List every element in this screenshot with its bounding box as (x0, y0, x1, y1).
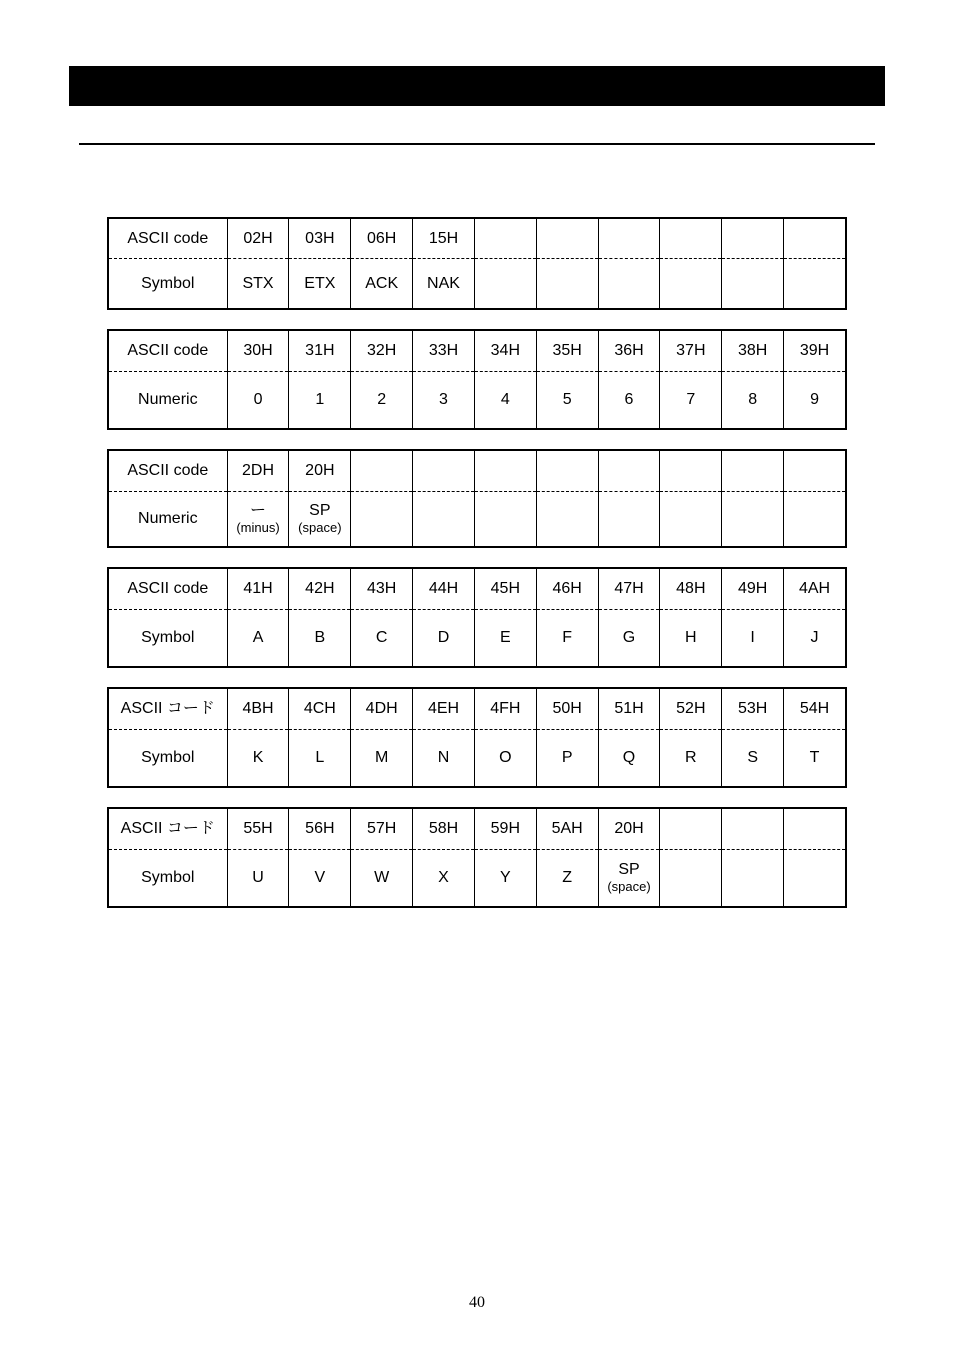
value-main: ETX (304, 274, 336, 292)
value-cell (227, 492, 289, 548)
code-cell: 58H (413, 808, 475, 850)
value-label: Symbol (108, 730, 227, 788)
value-cell (227, 259, 289, 310)
code-cell (413, 450, 475, 492)
code-cell: 4FH (474, 688, 536, 730)
code-cell (474, 218, 536, 259)
value-main: ー (250, 502, 267, 519)
code-cell (660, 218, 722, 259)
value-main: W (374, 869, 390, 886)
value-row (108, 259, 846, 310)
value-cell (784, 259, 846, 310)
code-cell (722, 808, 784, 850)
code-cell: 20H (598, 808, 660, 850)
value-main: 1 (315, 391, 325, 408)
code-cell: 45H (474, 568, 536, 610)
value-cell (474, 372, 536, 430)
code-cell: 44H (413, 568, 475, 610)
value-main: H (685, 629, 697, 646)
value-cell (722, 610, 784, 668)
value-cell (660, 259, 722, 310)
code-row (108, 450, 846, 492)
code-cell: 06H (351, 218, 413, 259)
value-main: 2 (377, 391, 387, 408)
value-main: Z (562, 869, 573, 886)
ascii-table (107, 217, 847, 310)
code-cell: 39H (784, 330, 846, 372)
code-cell (722, 218, 784, 259)
value-label: Symbol (108, 850, 227, 908)
code-cell: 43H (351, 568, 413, 610)
code-cell: 55H (227, 808, 289, 850)
code-cell: 48H (660, 568, 722, 610)
value-cell (722, 492, 784, 548)
ascii-table (107, 449, 847, 548)
value-cell (598, 259, 660, 310)
value-cell (413, 850, 475, 908)
value-main: S (747, 749, 758, 766)
value-main: STX (242, 274, 274, 292)
value-cell (784, 850, 846, 908)
value-main: Q (622, 749, 636, 766)
value-cell (722, 259, 784, 310)
code-row (108, 218, 846, 259)
value-cell (598, 730, 660, 788)
code-label: ASCII code (108, 330, 227, 372)
value-main: 8 (748, 391, 758, 408)
value-main: C (375, 629, 388, 646)
value-main: Y (500, 869, 511, 886)
value-main: L (315, 749, 325, 766)
value-cell (474, 492, 536, 548)
value-cell (536, 259, 598, 310)
value-cell (722, 730, 784, 788)
code-cell: 41H (227, 568, 289, 610)
code-cell (784, 218, 846, 259)
value-main: 3 (439, 391, 448, 408)
value-cell (227, 850, 289, 908)
value-main: U (252, 869, 264, 886)
value-main: NAK (427, 274, 460, 292)
ascii-table (107, 329, 847, 430)
value-main: K (252, 749, 264, 766)
value-label: Numeric (108, 492, 227, 548)
value-cell (351, 850, 413, 908)
value-sub: (space) (607, 879, 651, 894)
value-main: T (809, 749, 820, 766)
value-cell (660, 492, 722, 548)
value-cell (413, 259, 475, 310)
code-cell: 32H (351, 330, 413, 372)
code-cell: 03H (289, 218, 351, 259)
code-cell (784, 808, 846, 850)
value-cell (289, 372, 351, 430)
code-cell: 57H (351, 808, 413, 850)
code-row (108, 330, 846, 372)
value-cell (413, 730, 475, 788)
value-cell (536, 492, 598, 548)
code-cell (784, 450, 846, 492)
value-main: 0 (253, 391, 263, 408)
value-cell (351, 730, 413, 788)
value-cell (351, 492, 413, 548)
value-cell (722, 850, 784, 908)
value-cell (660, 372, 722, 430)
value-main: O (499, 749, 512, 766)
code-cell (660, 450, 722, 492)
code-cell (536, 450, 598, 492)
value-main: 5 (562, 391, 572, 408)
code-cell: 53H (722, 688, 784, 730)
value-cell (474, 610, 536, 668)
code-cell (598, 218, 660, 259)
code-cell: 30H (227, 330, 289, 372)
value-cell (536, 730, 598, 788)
code-cell: 42H (289, 568, 351, 610)
code-cell: 15H (413, 218, 475, 259)
value-row (108, 610, 846, 668)
value-main: B (314, 629, 326, 646)
code-cell: 51H (598, 688, 660, 730)
value-cell (413, 492, 475, 548)
value-cell (536, 850, 598, 908)
value-cell (598, 850, 660, 908)
value-cell (351, 372, 413, 430)
value-cell (598, 492, 660, 548)
code-cell: 49H (722, 568, 784, 610)
code-cell: 4EH (413, 688, 475, 730)
header-bar (69, 66, 885, 106)
value-main: E (500, 629, 511, 646)
value-cell (660, 610, 722, 668)
code-cell: 56H (289, 808, 351, 850)
code-cell (660, 808, 722, 850)
value-cell (474, 730, 536, 788)
value-cell (413, 610, 475, 668)
value-main: V (314, 869, 326, 886)
code-cell: 4CH (289, 688, 351, 730)
value-main: 4 (500, 391, 510, 408)
value-cell (784, 610, 846, 668)
value-label: Symbol (108, 259, 227, 310)
code-cell (536, 218, 598, 259)
value-cell (351, 259, 413, 310)
value-row (108, 850, 846, 908)
value-cell (784, 730, 846, 788)
value-main: SP (618, 861, 640, 878)
ascii-table (107, 807, 847, 908)
code-cell: 52H (660, 688, 722, 730)
code-row (108, 688, 846, 730)
value-main: I (750, 629, 755, 646)
value-cell (598, 610, 660, 668)
value-cell (289, 492, 351, 548)
value-main: M (375, 749, 389, 766)
value-cell (289, 730, 351, 788)
code-cell: 2DH (227, 450, 289, 492)
value-main: F (562, 629, 573, 646)
code-cell: 54H (784, 688, 846, 730)
value-row (108, 372, 846, 430)
ascii-table (107, 567, 847, 668)
value-cell (536, 372, 598, 430)
value-cell (227, 610, 289, 668)
value-main: 7 (686, 391, 696, 408)
value-cell (227, 730, 289, 788)
code-row (108, 808, 846, 850)
value-cell (289, 610, 351, 668)
value-cell (413, 372, 475, 430)
value-main: J (810, 629, 819, 646)
value-main: G (622, 629, 636, 646)
code-label: ASCII コード (108, 688, 227, 730)
code-cell (474, 450, 536, 492)
page-number: 40 (469, 1294, 485, 1311)
ascii-table (107, 687, 847, 788)
value-cell (351, 610, 413, 668)
code-label: ASCII code (108, 568, 227, 610)
value-main: N (437, 749, 450, 766)
code-cell: 36H (598, 330, 660, 372)
value-sub: (space) (298, 520, 342, 535)
value-main: P (561, 749, 573, 766)
code-cell: 4BH (227, 688, 289, 730)
code-cell: 20H (289, 450, 351, 492)
value-cell (536, 610, 598, 668)
value-sub: (minus) (236, 520, 280, 535)
value-main: SP (309, 502, 331, 519)
code-cell (351, 450, 413, 492)
value-cell (784, 372, 846, 430)
value-main: X (438, 869, 449, 886)
code-cell: 4DH (351, 688, 413, 730)
value-cell (722, 372, 784, 430)
section-rule (79, 143, 875, 145)
value-main: 6 (624, 391, 634, 408)
code-cell: 33H (413, 330, 475, 372)
code-label: ASCII コード (108, 808, 227, 850)
code-cell: 46H (536, 568, 598, 610)
code-cell: 59H (474, 808, 536, 850)
value-cell (289, 259, 351, 310)
code-cell (598, 450, 660, 492)
code-cell: 5AH (536, 808, 598, 850)
value-cell (784, 492, 846, 548)
value-label: Symbol (108, 610, 227, 668)
code-label: ASCII code (108, 218, 227, 259)
value-cell (474, 850, 536, 908)
value-main: R (685, 749, 697, 766)
code-cell: 38H (722, 330, 784, 372)
code-row (108, 568, 846, 610)
code-cell: 4AH (784, 568, 846, 610)
code-cell: 35H (536, 330, 598, 372)
code-cell: 31H (289, 330, 351, 372)
value-cell (660, 730, 722, 788)
code-cell: 47H (598, 568, 660, 610)
value-row (108, 730, 846, 788)
value-cell (598, 372, 660, 430)
value-main: ACK (365, 274, 399, 292)
code-cell (722, 450, 784, 492)
value-cell (289, 850, 351, 908)
code-cell: 50H (536, 688, 598, 730)
code-label: ASCII code (108, 450, 227, 492)
value-row (108, 492, 846, 548)
code-cell: 34H (474, 330, 536, 372)
value-main: 9 (810, 391, 819, 408)
value-cell (660, 850, 722, 908)
value-main: D (437, 629, 450, 646)
value-main: A (252, 629, 264, 646)
code-cell: 37H (660, 330, 722, 372)
code-cell: 02H (227, 218, 289, 259)
value-cell (474, 259, 536, 310)
value-cell (227, 372, 289, 430)
value-label: Numeric (108, 372, 227, 430)
